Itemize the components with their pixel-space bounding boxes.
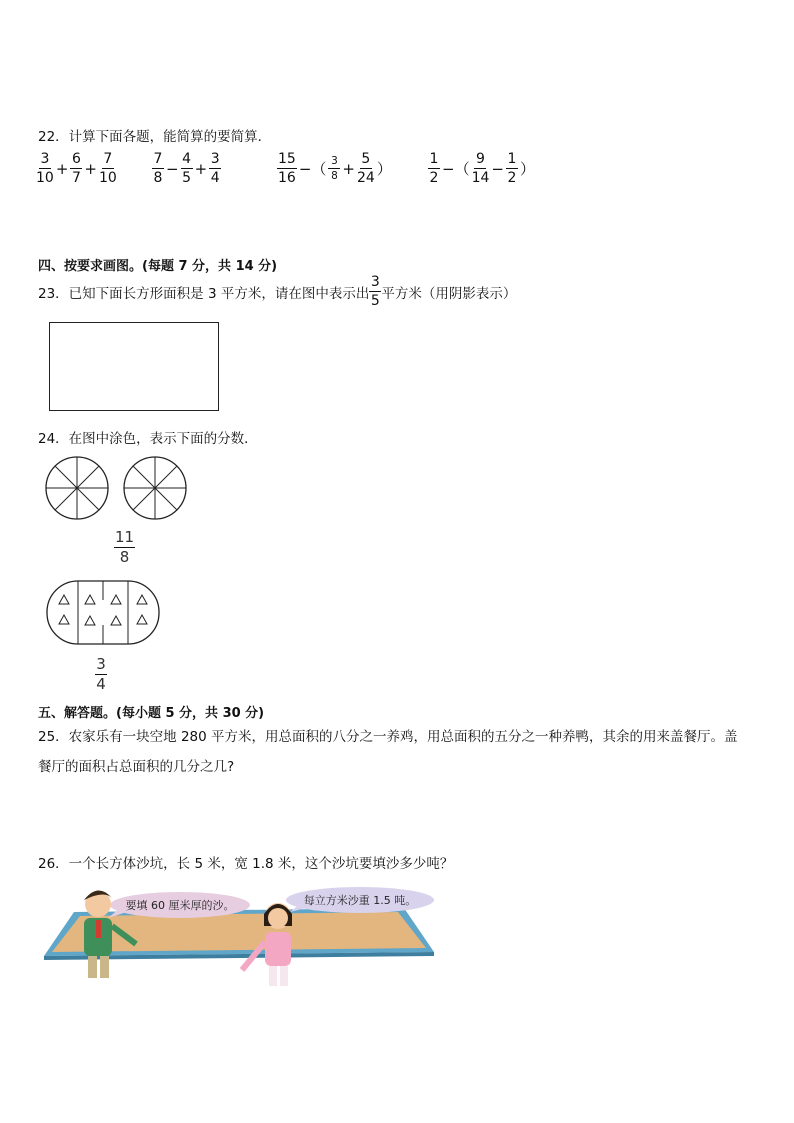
fraction: $\frac{3}{4}$ [210,151,220,186]
stadium-shape[interactable] [47,581,159,644]
operator: + [84,159,97,178]
fraction: $\frac{1}{2}$ [507,151,517,186]
q26-sandpit-illustration [38,878,438,990]
operator: + [55,159,69,178]
operator: − [166,159,179,178]
fraction: $\frac{3}{4}$ [96,655,106,693]
fraction: $\frac{3}{10}$ [36,151,54,186]
circle-8-parts-2[interactable] [124,457,186,519]
fraction: $\frac{1}{2}$ [429,151,439,186]
fraction: $\frac{3}{5}$ [370,274,380,309]
fraction: $\frac{15}{16}$ [278,151,296,186]
fraction: $\frac{9}{14}$ [471,151,490,186]
fraction: $\frac{6}{7}$ [71,151,81,186]
operator: + [194,159,208,178]
q22-expression-3 [277,152,394,185]
fraction: $\frac{5}{24}$ [356,151,375,186]
q26-title: 26．一个长方体沙坑，长 5 米，宽 1.8 米，这个沙坑要填沙多少吨？ [38,856,454,872]
operator: − [491,159,504,178]
paren-close: ） [376,160,392,178]
q24-triangle-shape [44,578,164,648]
circle-8-parts-1[interactable] [46,457,108,519]
fraction: $\frac{3}{8}$ [328,156,340,182]
q24-caption-2 [95,657,107,692]
paren-close: ） [519,160,535,178]
q23-text-after: 平方米（用阴影表示） [381,285,517,302]
section-5-heading: 五、解答题。(每小题 5 分，共 30 分) [38,706,265,721]
q22-expression-2 [152,152,221,185]
q23-rectangle[interactable] [49,322,219,411]
bubble-right-text: 每立方米沙重 1.5 吨。 [303,894,417,907]
q23-text-before: 23．已知下面长方形面积是 3 平方米，请在图中表示出 [38,285,370,302]
q24-circles [40,454,200,526]
operator: −（ [298,160,327,178]
q25-line-1: 25．农家乐有一块空地 280 平方米，用总面积的八分之一养鸡，用总面积的五分之一种养鸭，其余的用来盖餐厅。盖 [38,729,738,745]
q22-title: 22．计算下面各题，能简算的要简算． [38,129,272,145]
q24-title: 24．在图中涂色，表示下面的分数． [38,431,258,447]
section-4-heading: 四、按要求画图。(每题 7 分，共 14 分) [38,259,278,274]
operator: + [342,159,355,178]
fraction: $\frac{7}{8}$ [153,151,163,186]
q23-text [38,275,516,308]
q25-line-2: 餐厅的面积占总面积的几分之几? [38,759,235,775]
fraction: $\frac{7}{10}$ [98,151,117,186]
q22-expression-1 [36,152,117,185]
bubble-left-text: 要填 60 厘米厚的沙。 [125,899,235,912]
q22-expression-4 [428,152,537,185]
q24-caption-1 [114,530,135,565]
fraction: $\frac{11}{8}$ [115,528,135,566]
operator: −（ [442,160,470,178]
fraction: $\frac{4}{5}$ [182,151,192,186]
